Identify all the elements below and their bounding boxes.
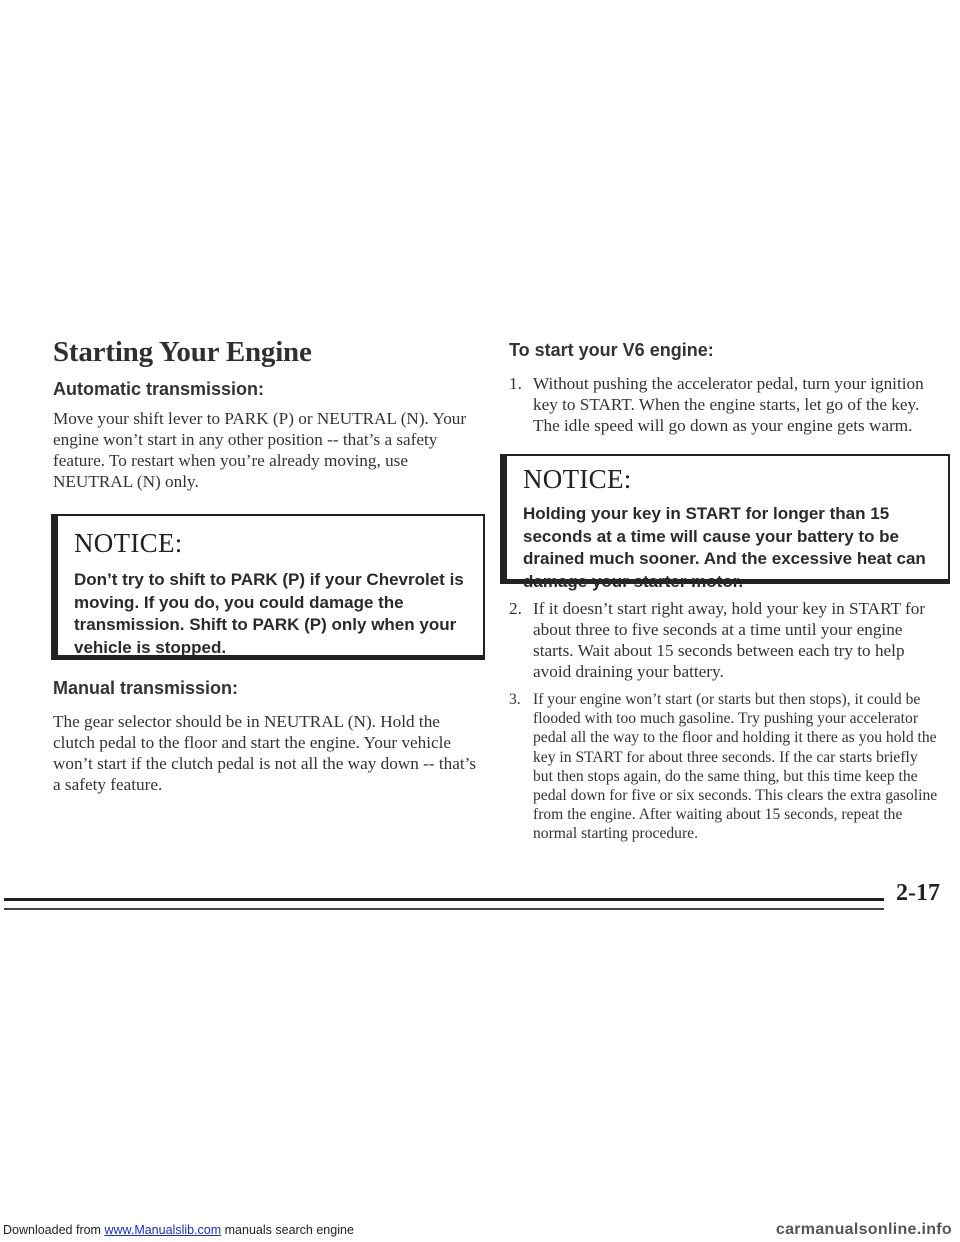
footer-rule-thick (4, 898, 884, 901)
manualslib-link[interactable]: www.Manualslib.com (104, 1223, 222, 1237)
start-steps-continued (509, 598, 939, 844)
step-2 (509, 598, 939, 682)
download-suffix: manuals search engine (221, 1223, 354, 1237)
manual-transmission-text: The gear selector should be in NEUTRAL (N). Hold the clutch pedal to the floor and start the engine. Your vehicle won’t start if the clutch pedal is not all the way down -- that’s a safety feature. (53, 712, 477, 794)
right-column (509, 336, 939, 844)
start-steps (509, 373, 939, 436)
step-text: If it doesn’t start right away, hold your key in START for about three to five seconds at a time until your engine starts. Wait about 15 seconds between each try to help avoid draining your battery. (533, 599, 926, 681)
download-watermark (0, 1221, 960, 1242)
automatic-transmission-heading: Automatic transmission: (53, 379, 265, 399)
automatic-transmission-text: Move your shift lever to PARK (P) or NEUTRAL (N). Your engine won’t start in any other position -- that’s a safety feature. To restart when you’re already moving, use NEUTRAL (N) only. (53, 409, 467, 491)
step-text: Without pushing the accelerator pedal, turn your ignition key to START. When the engine starts, let go of the key. The idle speed will go down as your engine gets warm. (533, 374, 924, 435)
section-title: Starting Your Engine (53, 336, 312, 368)
download-note (3, 1223, 354, 1237)
manual-transmission-heading: Manual transmission: (53, 678, 239, 698)
step-3 (509, 690, 939, 844)
notice-text: Holding your key in START for longer than 15 seconds at a time will cause your battery to be drained much sooner. And the excessive heat can damage your starter motor. (523, 504, 926, 591)
step-text: If your engine won’t start (or starts but then stops), it could be flooded with too much gasoline. Try pushing your accelerator pedal all the way to the floor and holding it there as you hold the key in START for about three seconds. If the car starts briefly but then stops again, do the same thing, but this time keep the pedal down for five or six seconds. This clears the extra gasoline from the engine. After waiting about 15 seconds, repeat the normal starting procedure. (533, 691, 938, 843)
step-number: 3. (509, 691, 521, 708)
notice-text: Don’t try to shift to PARK (P) if your Chevrolet is moving. If you do, you could damage the transmission. Shift to PARK (P) only when your vehicle is stopped. (74, 570, 464, 657)
notice-box-park (51, 514, 485, 660)
step-number: 2. (509, 599, 522, 618)
notice-box-battery (500, 454, 950, 591)
left-column (53, 336, 485, 795)
step-1 (509, 373, 939, 436)
v6-start-heading: To start your V6 engine: (509, 340, 714, 360)
download-prefix: Downloaded from (3, 1223, 105, 1237)
footer-rule-thin (4, 908, 884, 910)
notice-title: NOTICE: (74, 528, 183, 558)
notice-title: NOTICE: (523, 464, 632, 494)
page-number: 2-17 (896, 880, 940, 906)
site-watermark: carmanualsonline.info (775, 1221, 952, 1238)
step-number: 1. (509, 374, 522, 393)
